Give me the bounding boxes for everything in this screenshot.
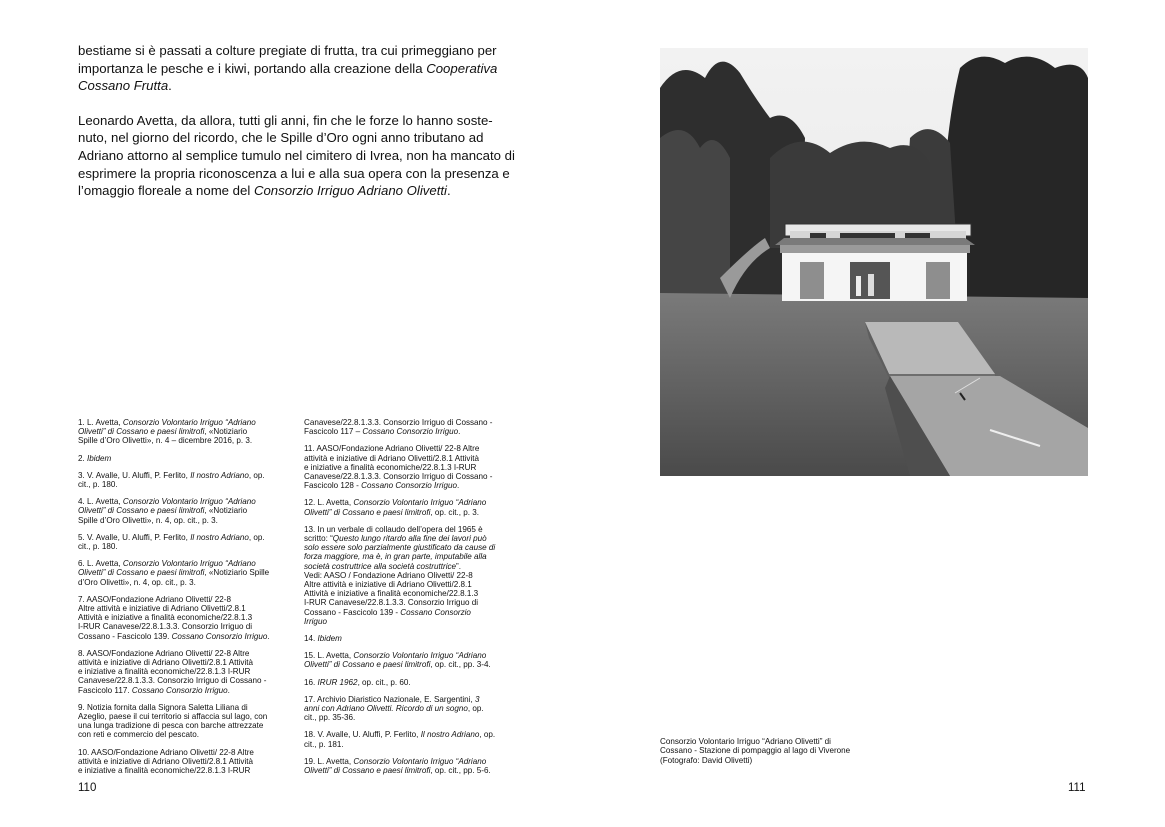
footnote-line: 11. AASO/Fondazione Adriano Olivetti/ 22-8 Altre (304, 444, 480, 454)
footnote-line: cit., pp. 35-36. (304, 713, 356, 723)
footnote-line: d’Oro Olivetti», n. 4, op. cit., p. 3. (78, 577, 196, 587)
footnote-line: 3. V. Avalle, U. Aluffi, P. Ferlito, Il nostro Adriano, op. (78, 470, 265, 480)
footnote (304, 651, 516, 669)
footnote-line: 16. IRUR 1962, op. cit., p. 60. (304, 677, 411, 687)
footnote-line: I-RUR Canavese/22.8.1.3.3. Consorzio Irriguo di (78, 622, 253, 632)
footnote-line: Olivetti” di Cossano e paesi limitrofi, «Notiziario (78, 427, 248, 437)
page-number-left: 110 (78, 782, 97, 794)
footnote-line: Canavese/22.8.1.3.3. Consorzio Irriguo di Cossano - (304, 472, 493, 482)
footnote (78, 497, 290, 525)
footnote-line: 8. AASO/Fondazione Adriano Olivetti/ 22-8 Altre (78, 648, 250, 658)
footnote-line: 7. AASO/Fondazione Adriano Olivetti/ 22-8 (78, 594, 231, 604)
footnote-line: solo essere solo parzialmente giustificato da cause di (304, 543, 496, 553)
footnote (304, 730, 516, 748)
footnote (78, 559, 290, 587)
footnote (78, 649, 290, 695)
footnote-line: 13. In un verbale di collaudo dell’opera del 1965 è (304, 524, 483, 534)
footnote (304, 525, 516, 626)
footnote-line: Fascicolo 117. Cossano Consorzio Irriguo. (78, 685, 230, 695)
caption-line: (Fotografo: David Olivetti) (660, 755, 753, 765)
page-number-right: 111 (1068, 782, 1086, 794)
footnote-line: e iniziative a finalità economiche/22.8.1.3 I-RUR (78, 766, 251, 776)
footnote-line: 17. Archivio Diaristico Nazionale, E. Sargentini, 3 (304, 694, 480, 704)
footnote-line: Altre attività e iniziative di Adriano Olivetti/2.8.1 (78, 604, 246, 614)
footnote-line: Olivetti” di Cossano e paesi limitrofi, «Notiziario Spille (78, 568, 270, 578)
footnote-line: 5. V. Avalle, U. Aluffi, P. Ferlito, Il nostro Adriano, op. (78, 532, 265, 542)
footnote-line: Vedi: AASO / Fondazione Adriano Olivetti/ 22-8 (304, 570, 473, 580)
footnote (304, 678, 516, 687)
paragraph (78, 112, 518, 200)
footnote (304, 757, 516, 775)
body-text (78, 42, 518, 217)
footnote-line: Olivetti” di Cossano e paesi limitrofi, op. cit., pp. 5-6. (304, 766, 491, 776)
photo-caption (660, 737, 920, 765)
footnote-line: Canavese/22.8.1.3.3. Consorzio Irriguo di Cossano - (304, 418, 493, 427)
footnote (78, 533, 290, 551)
footnote-line: e iniziative a finalità economiche/22.8.1.3 I-RUR (78, 667, 251, 677)
footnote-line: Altre attività e iniziative di Adriano Olivetti/2.8.1 (304, 580, 472, 590)
paragraph-line: importanza le pesche e i kiwi, portando alla creazione della Cooperativa (78, 60, 498, 76)
footnote-line: anni con Adriano Olivetti. Ricordo di un sogno, op. (304, 704, 484, 714)
footnote-line: 18. V. Avalle, U. Aluffi, P. Ferlito, Il nostro Adriano, op. (304, 730, 496, 740)
footnote (78, 471, 290, 489)
footnote-line: Attività e iniziative a finalità economiche/22.8.1.3 (78, 613, 253, 623)
paragraph-line: Leonardo Avetta, da allora, tutti gli anni, fin che le forze lo hanno soste- (78, 112, 493, 128)
footnote (78, 418, 290, 446)
photo-image (660, 48, 1088, 476)
footnote-line: Cossano - Fascicolo 139. Cossano Consorzio Irriguo. (78, 631, 270, 641)
paragraph-line: Adriano attorno al semplice tumulo nel cimitero di Ivrea, non ha mancato di (78, 147, 515, 163)
footnote-line: 1. L. Avetta, Consorzio Volontario Irriguo “Adriano (78, 418, 256, 427)
footnote-line: forza maggiore, ma è, in gran parte, imputabile alla (304, 552, 487, 562)
footnote-line: attività e iniziative di Adriano Olivetti/2.8.1 Attività (78, 658, 254, 668)
paragraph-line: esprimere la propria riconoscenza a lui e alla sua opera con la presenza e (78, 165, 510, 181)
footnote-line: Irriguo (304, 616, 327, 626)
footnote-line: società costruttrice alla società costruttrice”. (304, 561, 461, 571)
footnote-line: Fascicolo 117 – Cossano Consorzio Irriguo. (304, 427, 461, 437)
footnote-line: scritto: “Questo lungo ritardo alla fine dei lavori può (304, 534, 487, 544)
footnote-line: 4. L. Avetta, Consorzio Volontario Irriguo “Adriano (78, 497, 256, 507)
footnote-line: I-RUR Canavese/22.8.1.3.3. Consorzio Irriguo di (304, 598, 479, 608)
paragraph-line: bestiame si è passati a colture pregiate di frutta, tra cui primeggiano per (78, 43, 497, 58)
footnote-line: 9. Notizia fornita dalla Signora Saletta Liliana di (78, 702, 248, 712)
footnote-line: Spille d’Oro Olivetti», n. 4 – dicembre 2016, p. 3. (78, 436, 253, 446)
paragraph (78, 42, 518, 95)
footnote-line: 12. L. Avetta, Consorzio Volontario Irriguo “Adriano (304, 498, 487, 508)
footnotes-column-left (78, 418, 290, 783)
photo-pumping-station (660, 48, 1088, 476)
footnote (304, 634, 516, 643)
footnote-line: Olivetti” di Cossano e paesi limitrofi, op. cit., p. 3. (304, 507, 479, 517)
caption-line: Cossano - Stazione di pompaggio al lago di Viverone (660, 746, 851, 756)
footnote-line: Fascicolo 128 - Cossano Consorzio Irriguo. (304, 481, 460, 491)
paragraph-line: l’omaggio floreale a nome del Consorzio Irriguo Adriano Olivetti. (78, 183, 451, 199)
footnote-line: Attività e iniziative a finalità economiche/22.8.1.3 (304, 589, 479, 599)
footnote-line: Olivetti” di Cossano e paesi limitrofi, op. cit., pp. 3-4. (304, 660, 491, 670)
footnotes-column-right (304, 418, 516, 783)
footnote-line: attività e iniziative di Adriano Olivetti/2.8.1 Attività (304, 453, 480, 463)
footnote-line: Canavese/22.8.1.3.3. Consorzio Irriguo di Cossano - (78, 676, 267, 686)
caption-line: Consorzio Volontario Irriguo “Adriano Olivetti” di (660, 737, 831, 746)
footnote-line: Cossano - Fascicolo 139 - Cossano Consorzio (304, 607, 471, 617)
footnote-line: e iniziative a finalità economiche/22.8.1.3 I-RUR (304, 462, 477, 472)
footnote-line: Olivetti” di Cossano e paesi limitrofi, «Notiziario (78, 506, 248, 516)
footnote-line: 2. Ibidem (78, 453, 112, 463)
footnote-line: una lunga tradizione di pesca con barche attrezzate (78, 721, 264, 731)
footnote (78, 454, 290, 463)
footnote (304, 444, 516, 490)
footnote (304, 695, 516, 723)
footnote-line: Azeglio, paese il cui territorio si affaccia sul lago, con (78, 712, 268, 722)
footnote-line: cit., p. 181. (304, 739, 344, 749)
footnote-line: 14. Ibidem (304, 634, 342, 644)
footnote (304, 498, 516, 516)
footnote-line: attività e iniziative di Adriano Olivetti/2.8.1 Attività (78, 756, 254, 766)
paragraph-line: Cossano Frutta. (78, 78, 172, 94)
footnote (78, 595, 290, 641)
footnote-line: Spille d’Oro Olivetti», n. 4, op. cit., p. 3. (78, 515, 218, 525)
footnote (78, 748, 290, 776)
footnote-line: 19. L. Avetta, Consorzio Volontario Irriguo “Adriano (304, 756, 487, 766)
footnote (78, 703, 290, 740)
footnote-line: 15. L. Avetta, Consorzio Volontario Irriguo “Adriano (304, 651, 487, 661)
paragraph-line: nuto, nel giorno del ricordo, che le Spille d’Oro ogni anno tributano ad (78, 130, 484, 146)
footnote-line: con reti e commercio del pescato. (78, 730, 200, 740)
footnote-line: cit., p. 180. (78, 480, 118, 490)
footnote-line: 6. L. Avetta, Consorzio Volontario Irriguo “Adriano (78, 559, 256, 569)
footnote (304, 418, 516, 436)
footnote-line: 10. AASO/Fondazione Adriano Olivetti/ 22-8 Altre (78, 747, 254, 757)
footnote-line: cit., p. 180. (78, 542, 118, 552)
